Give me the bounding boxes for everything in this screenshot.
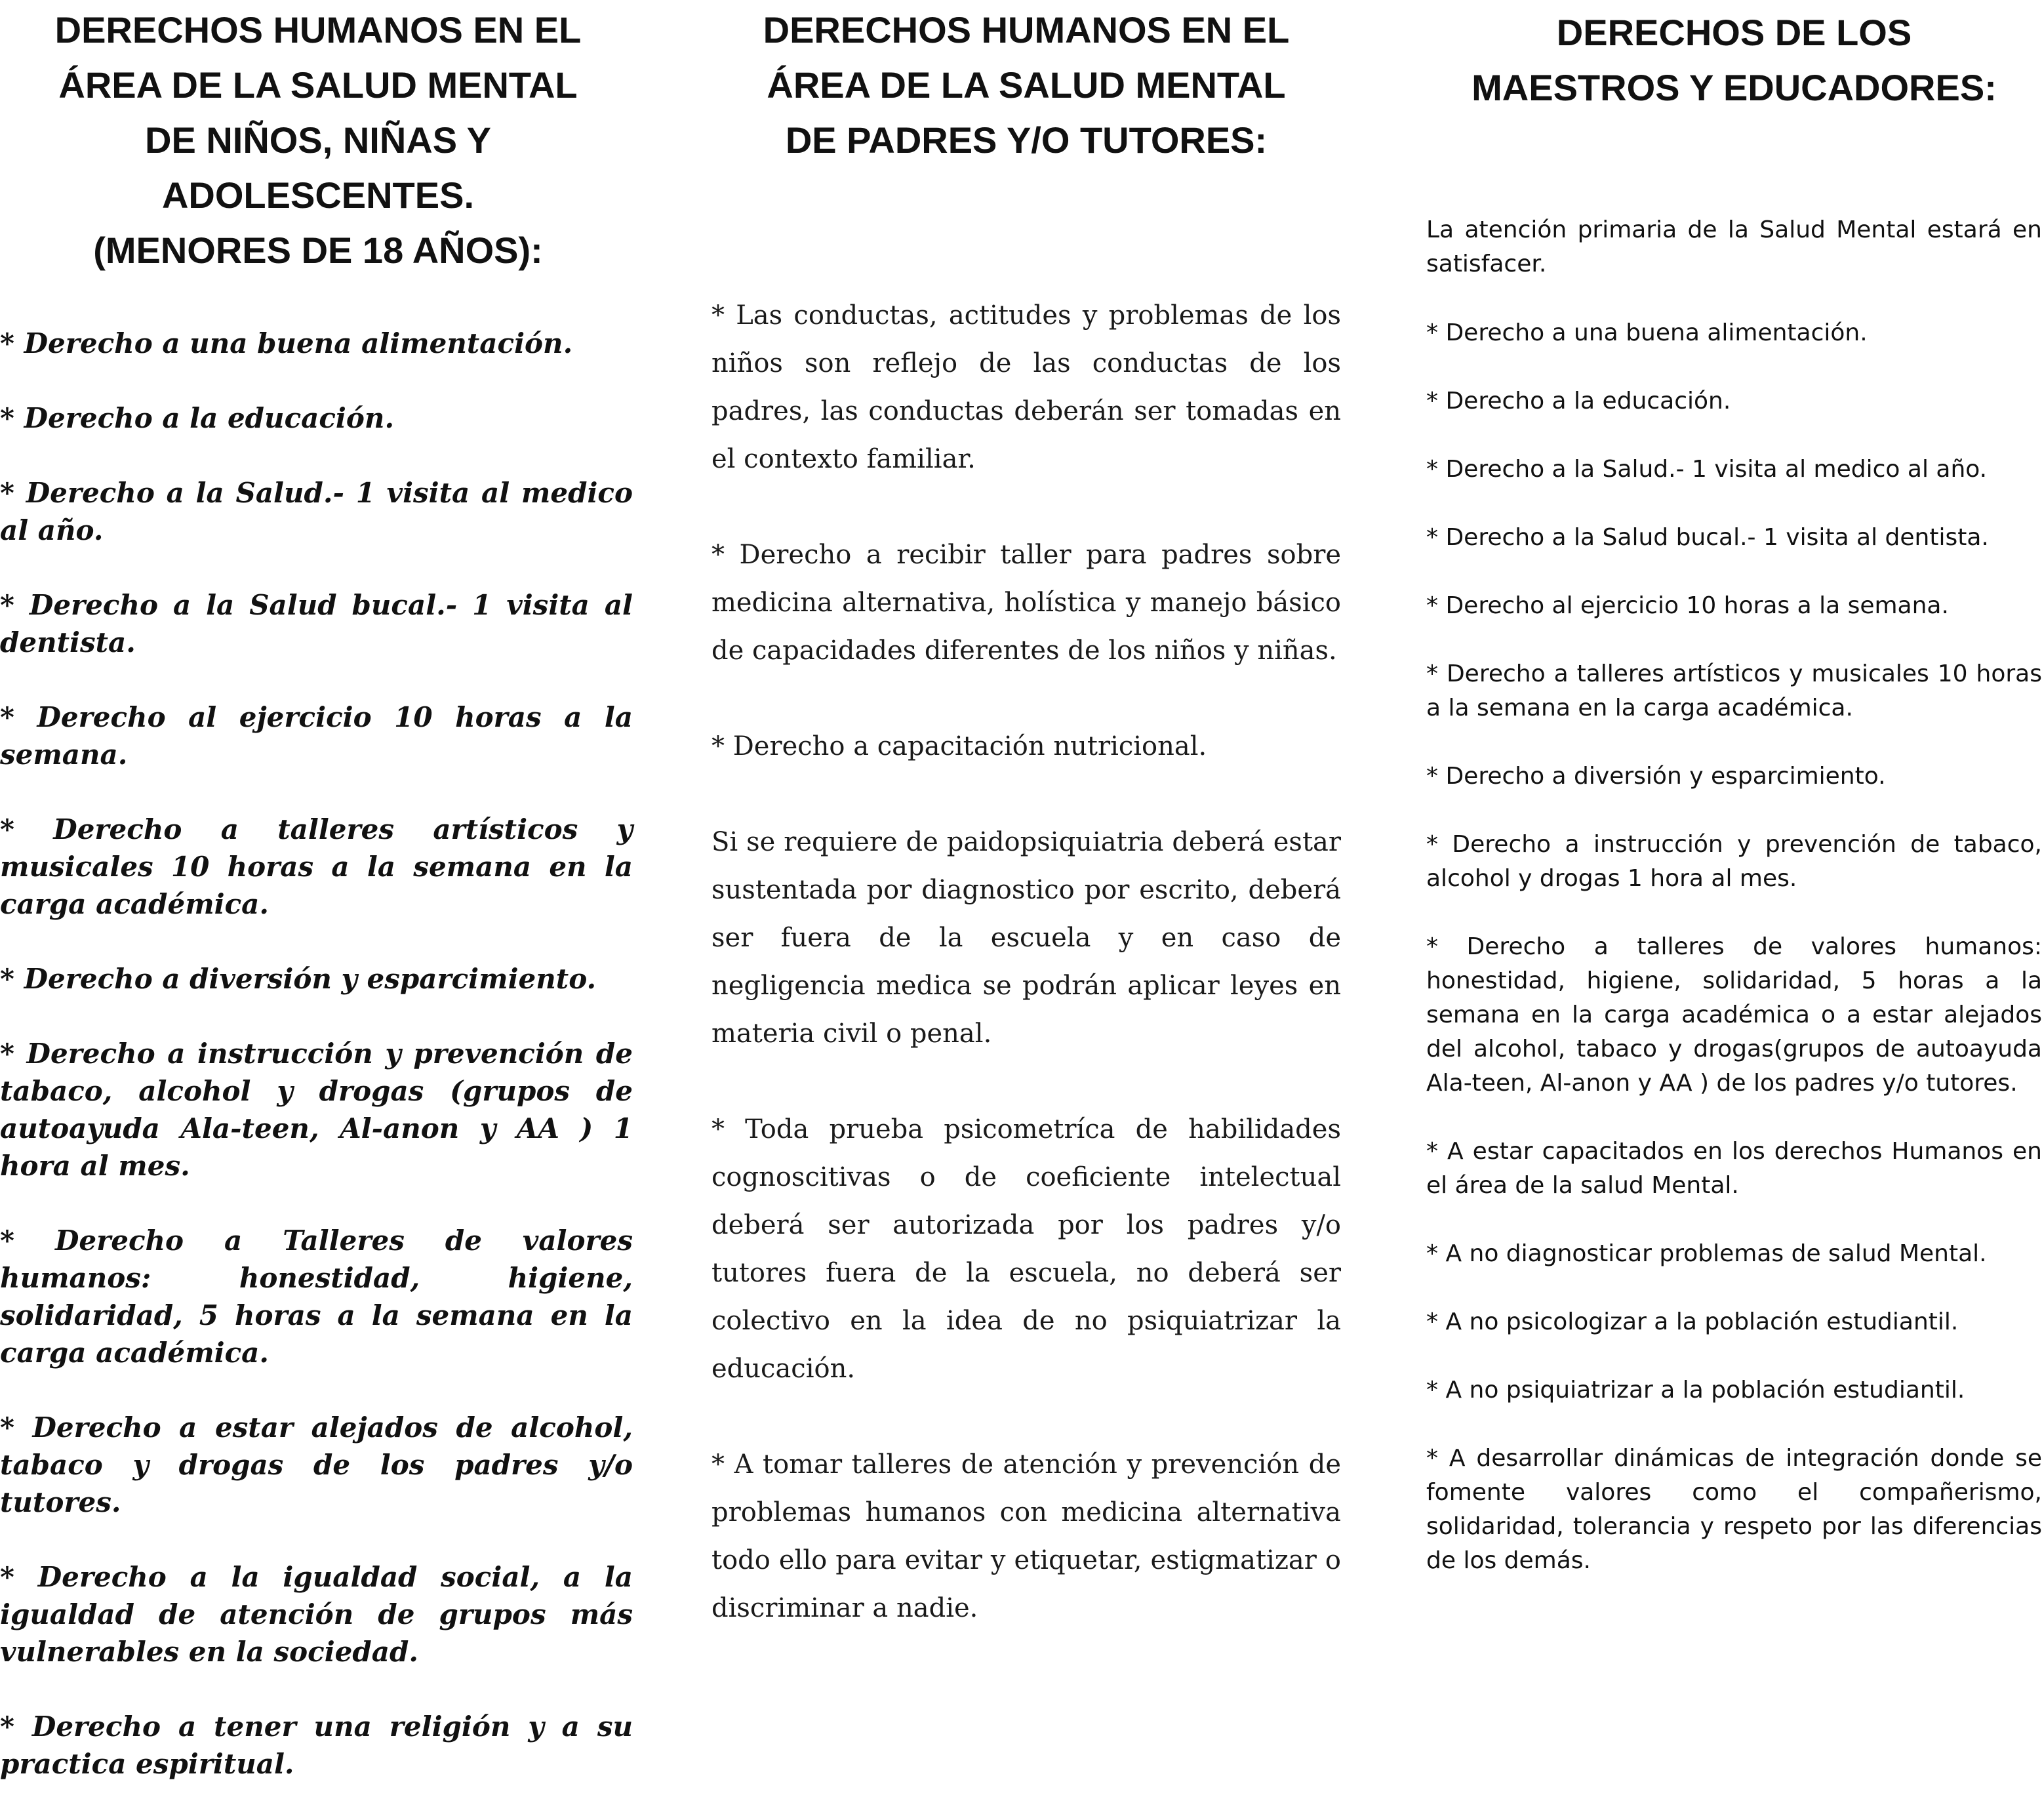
list-item: * Derecho a talleres artísticos y musicales 10 horas a la semana en la carga académica.: [0, 813, 633, 920]
list-item: * A tomar talleres de atención y prevención de problemas humanos con medicina alternativa todo ello para evitar y etiquetar, estigmatizar o discriminar a nadie.: [711, 1449, 1341, 1623]
list-item: * Derecho a tener una religión y a su practica espiritual.: [0, 1710, 633, 1780]
list-item: * Derecho a talleres artísticos y musicales 10 horas a la semana en la carga académica.: [1426, 660, 2042, 721]
list-item: * A no diagnosticar problemas de salud Mental.: [1426, 1240, 1987, 1267]
list-item: * A no psicologizar a la población estudiantil.: [1426, 1308, 1959, 1335]
list-item: * Derecho a capacitación nutricional.: [711, 731, 1207, 761]
rights-list: [0, 325, 633, 1820]
list-item: * Derecho a una buena alimentación.: [1426, 319, 1868, 346]
list-item: * Derecho a la Salud.- 1 visita al medico al año.: [1426, 456, 1988, 483]
column-children-rights: [0, 0, 636, 1780]
list-item: * Derecho a recibir taller para padres sobre medicina alternativa, holística y manejo básico de capacidades diferentes de los niños y niñas.: [711, 540, 1341, 666]
list-item: * A estar capacitados en los derechos Humanos en el área de la salud Mental.: [1426, 1138, 2042, 1199]
list-item: * Derecho a instrucción y prevención de tabaco, alcohol y drogas 1 hora al mes.: [1426, 831, 2042, 892]
list-item: * Derecho a instrucción y prevención de tabaco, alcohol y drogas (grupos de autoayuda Ala-teen, Al-anon y AA ) 1 hora al mes.: [0, 1038, 633, 1182]
list-item: Si se requiere de paidopsiquiatria deberá estar sustentada por diagnostico por escrito, deberá ser fuera de la escuela y en caso de negligencia medica se podrán aplicar leyes en materia civil o penal.: [711, 827, 1341, 1049]
list-item: * Derecho a la Salud bucal.- 1 visita al dentista.: [1426, 524, 1989, 551]
list-item: * Derecho al ejercicio 10 horas a la semana.: [1426, 592, 1949, 619]
list-item: * A desarrollar dinámicas de integración donde se fomente valores como el compañerismo, solidaridad, tolerancia y respeto por las diferencias de los demás.: [1426, 1445, 2042, 1574]
list-item: * Toda prueba psicometríca de habilidades cognoscitivas o de coeficiente intelectual deberá ser autorizada por los padres y/o tutores fuera de la escuela, no deberá ser colectivo en la idea de no psiquiatrizar la educación.: [711, 1114, 1341, 1384]
list-item: * A no psiquiatrizar a la población estudiantil.: [1426, 1377, 1965, 1404]
column-teachers-rights: [1426, 0, 2042, 1574]
list-item: * Derecho a la Salud.- 1 visita al medico al año.: [0, 477, 633, 546]
list-item: * Derecho a estar alejados de alcohol, tabaco y drogas de los padres y/o tutores.: [0, 1411, 633, 1518]
list-item: * Derecho a diversión y esparcimiento.: [1426, 763, 1886, 790]
list-item: * Las conductas, actitudes y problemas de los niños son reflejo de las conductas de los padres, las conductas deberán ser tomadas en el contexto familiar.: [711, 300, 1341, 474]
column-heading: DERECHOS HUMANOS EN EL ÁREA DE LA SALUD MENTAL DE NIÑOS, NIÑAS Y ADOLESCENTES. (MENORES DE 18 AÑOS):: [54, 9, 582, 271]
list-item: * Derecho a la educación.: [1426, 388, 1731, 415]
list-item: * Derecho a la igualdad social, a la igualdad de atención de grupos más vulnerables en la sociedad.: [0, 1561, 633, 1668]
intro-paragraph: La atención primaria de la Salud Mental estará en satisfacer.: [1426, 216, 2042, 277]
column-heading: DERECHOS HUMANOS EN EL ÁREA DE LA SALUD MENTAL DE PADRES Y/O TUTORES:: [763, 9, 1290, 161]
list-item: * Derecho a talleres de valores humanos: honestidad, higiene, solidaridad, 5 horas a la semana en la carga académica o a estar alejados del alcohol, tabaco y drogas(grupos de autoayuda Ala-teen, Al-anon y AA ) de los padres y/o tutores.: [1426, 933, 2042, 1097]
list-item: * Derecho a diversión y esparcimiento.: [0, 963, 597, 995]
column-parents-rights: [711, 0, 1341, 1623]
list-item: * Derecho a la educación.: [0, 402, 395, 434]
list-item: * Derecho a Talleres de valores humanos: honestidad, higiene, solidaridad, 5 horas a la semana en la carga académica.: [0, 1224, 633, 1369]
rights-list: [1426, 316, 2042, 1612]
column-heading: DERECHOS DE LOS MAESTROS Y EDUCADORES:: [1471, 12, 1997, 108]
list-item: * Derecho al ejercicio 10 horas a la semana.: [0, 701, 633, 771]
list-item: * Derecho a una buena alimentación.: [0, 327, 573, 359]
list-item: * Derecho a la Salud bucal.- 1 visita al dentista.: [0, 589, 633, 658]
rights-list: [711, 292, 1341, 1680]
